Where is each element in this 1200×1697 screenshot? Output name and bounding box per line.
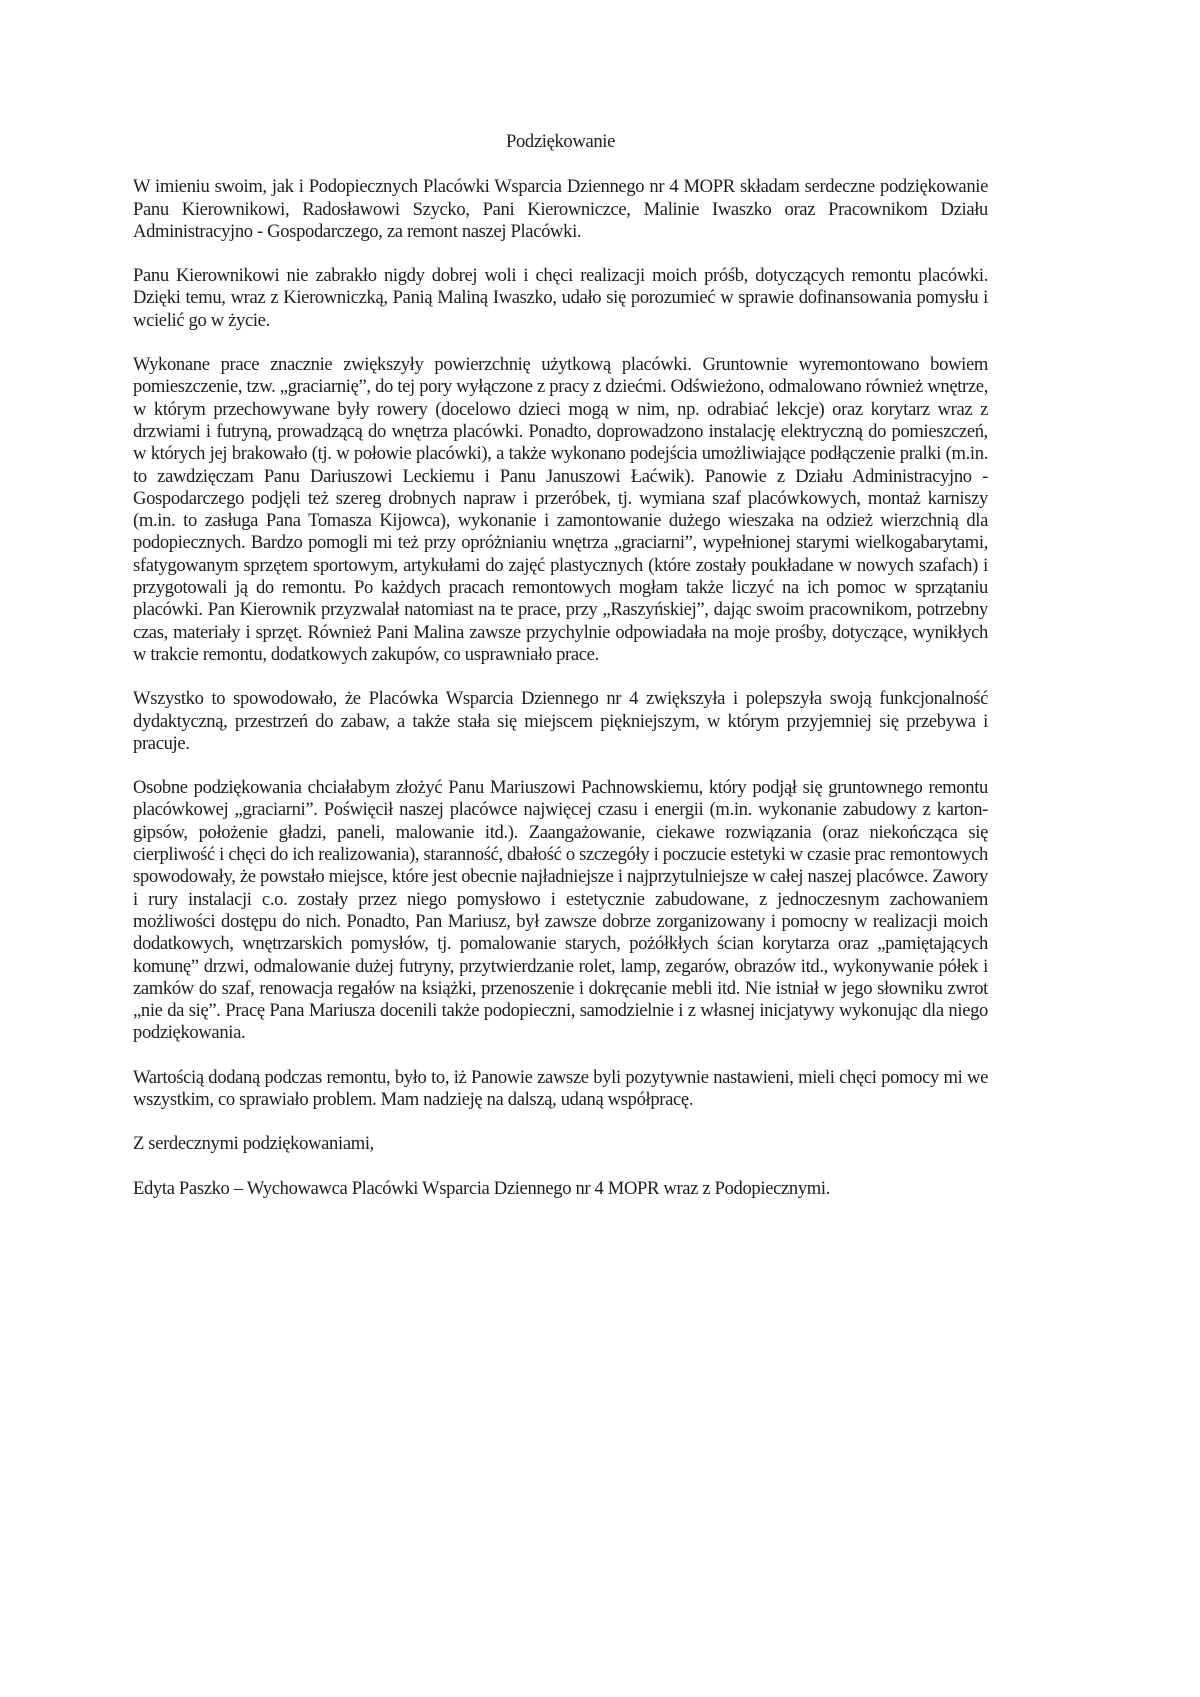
paragraph-results: Wszystko to spowodowało, że Placówka Wsparcia Dziennego nr 4 zwiększyła i polepszyła swoją funkcjonalność dydaktyczną, przestrzeń do zabaw, a także stała się miejscem piękniejszym, w którym przyjemniej się przebywa i pracuje. <box>133 688 988 754</box>
paragraph-special-thanks: Osobne podziękowania chciałabym złożyć Panu Mariuszowi Pachnowskiemu, który podjął się gruntownego remontu placówkowej „graciarni”. Poświęcił naszej placówce najwięcej czasu i energii (m.in. wykonanie zabudowy z karton-gipsów, położenie gładzi, paneli, malowanie itd.). Zaangażowanie, ciekawe rozwiązania (oraz niekończąca się cierpliwość i chęci do ich realizowania), staranność, dbałość o szczegóły i poczucie estetyki w czasie prac remontowych spowodowały, że powstało miejsce, które jest obecnie najładniejsze i najprzytulniejsze w całej naszej placówce. Zawory i rury instalacji c.o. zostały przez niego pomysłowo i estetycznie zabudowane, z jednoczesnym zachowaniem możliwości dostępu do nich. Ponadto, Pan Mariusz, był zawsze dobrze zorganizowany i pomocny w realizacji moich dodatkowych, wnętrzarskich pomysłów, tj. pomalowanie starych, pożółkłych ścian korytarza oraz „pamiętających komunę” drzwi, odmalowanie dużej futryny, przytwierdzanie rolet, lamp, zegarów, obrazów itd., wykonywanie półek i zamków do szaf, renowacja regałów na książki, przenoszenie i dokręcanie mebli itd. Nie istniał w jego słowniku zwrot „nie da się”. Pracę Pana Mariusza docenili także podopieczni, samodzielnie i z własnej inicjatywy wykonując dla niego podziękowania. <box>133 777 988 1044</box>
signature-line: Edyta Paszko – Wychowawca Placówki Wsparcia Dziennego nr 4 MOPR wraz z Podopiecznymi. <box>133 1177 831 1199</box>
letter-page <box>133 131 988 1200</box>
paragraph-management-support: Panu Kierownikowi nie zabrakło nigdy dobrej woli i chęci realizacji moich próśb, dotyczących remontu placówki. Dzięki temu, wraz z Kierowniczką, Panią Maliną Iwaszko, udało się porozumieć w sprawie dofinansowania pomysłu i wcielić go w życie. <box>133 265 988 331</box>
letter-title: Podziękowanie <box>505 131 616 152</box>
paragraph-work-performed: Wykonane prace znacznie zwiększyły powierzchnię użytkową placówki. Gruntownie wyremontowano bowiem pomieszczenie, tzw. „graciarnię”, do tej pory wyłączone z pracy z dziećmi. Odświeżono, odmalowano również wnętrze, w którym przechowywane były rowery (docelowo dzieci mogą w nim, np. odrabiać lekcje) oraz korytarz wraz z drzwiami i futryną, prowadzącą do wnętrza placówki. Ponadto, doprowadzono instalację elektryczną do pomieszczeń, w których jej brakowało (tj. w połowie placówki), a także wykonano podejścia umożliwiające podłączenie pralki (m.in. to zawdzięczam Panu Dariuszowi Leckiemu i Panu Januszowi Łaćwik). Panowie z Działu Administracyjno - Gospodarczego podjęli też szereg drobnych napraw i przeróbek, tj. wymiana szaf placówkowych, montaż karniszy (m.in. to zasługa Pana Tomasza Kijowca), wykonanie i zamontowanie dużego wieszaka na odzież wierzchnią dla podopiecznych. Bardzo pomogli mi też przy opróżnianiu wnętrza „graciarni”, wypełnionej starymi wielkogabarytami, sfatygowanym sprzętem sportowym, artykułami do zajęć plastycznych (które zostały poukładane w nowych szafach) i przygotowali ją do remontu. Po każdych pracach remontowych mogłam także liczyć na ich pomoc w sprzątaniu placówki. Pan Kierownik przyzwalał natomiast na te prace, przy „Raszyńskiej”, dając swoim pracownikom, potrzebny czas, materiały i sprzęt. Również Pani Malina zawsze przychylnie odpowiadała na moje prośby, dotyczące, wynikłych w trakcie remontu, dodatkowych zakupów, co usprawniało prace. <box>133 354 988 665</box>
paragraph-added-value: Wartością dodaną podczas remontu, było to, iż Panowie zawsze byli pozytywnie nastawieni, mieli chęci pomocy mi we wszystkim, co sprawiało problem. Mam nadzieję na dalszą, udaną współpracę. <box>133 1066 988 1110</box>
paragraph-introduction: W imieniu swoim, jak i Podopiecznych Placówki Wsparcia Dziennego nr 4 MOPR składam serdeczne podziękowanie Panu Kierownikowi, Radosławowi Szycko, Pani Kierowniczce, Malinie Iwaszko oraz Pracownikom Działu Administracyjno - Gospodarczego, za remont naszej Placówki. <box>133 176 988 242</box>
closing-line: Z serdecznymi podziękowaniami, <box>133 1133 374 1155</box>
